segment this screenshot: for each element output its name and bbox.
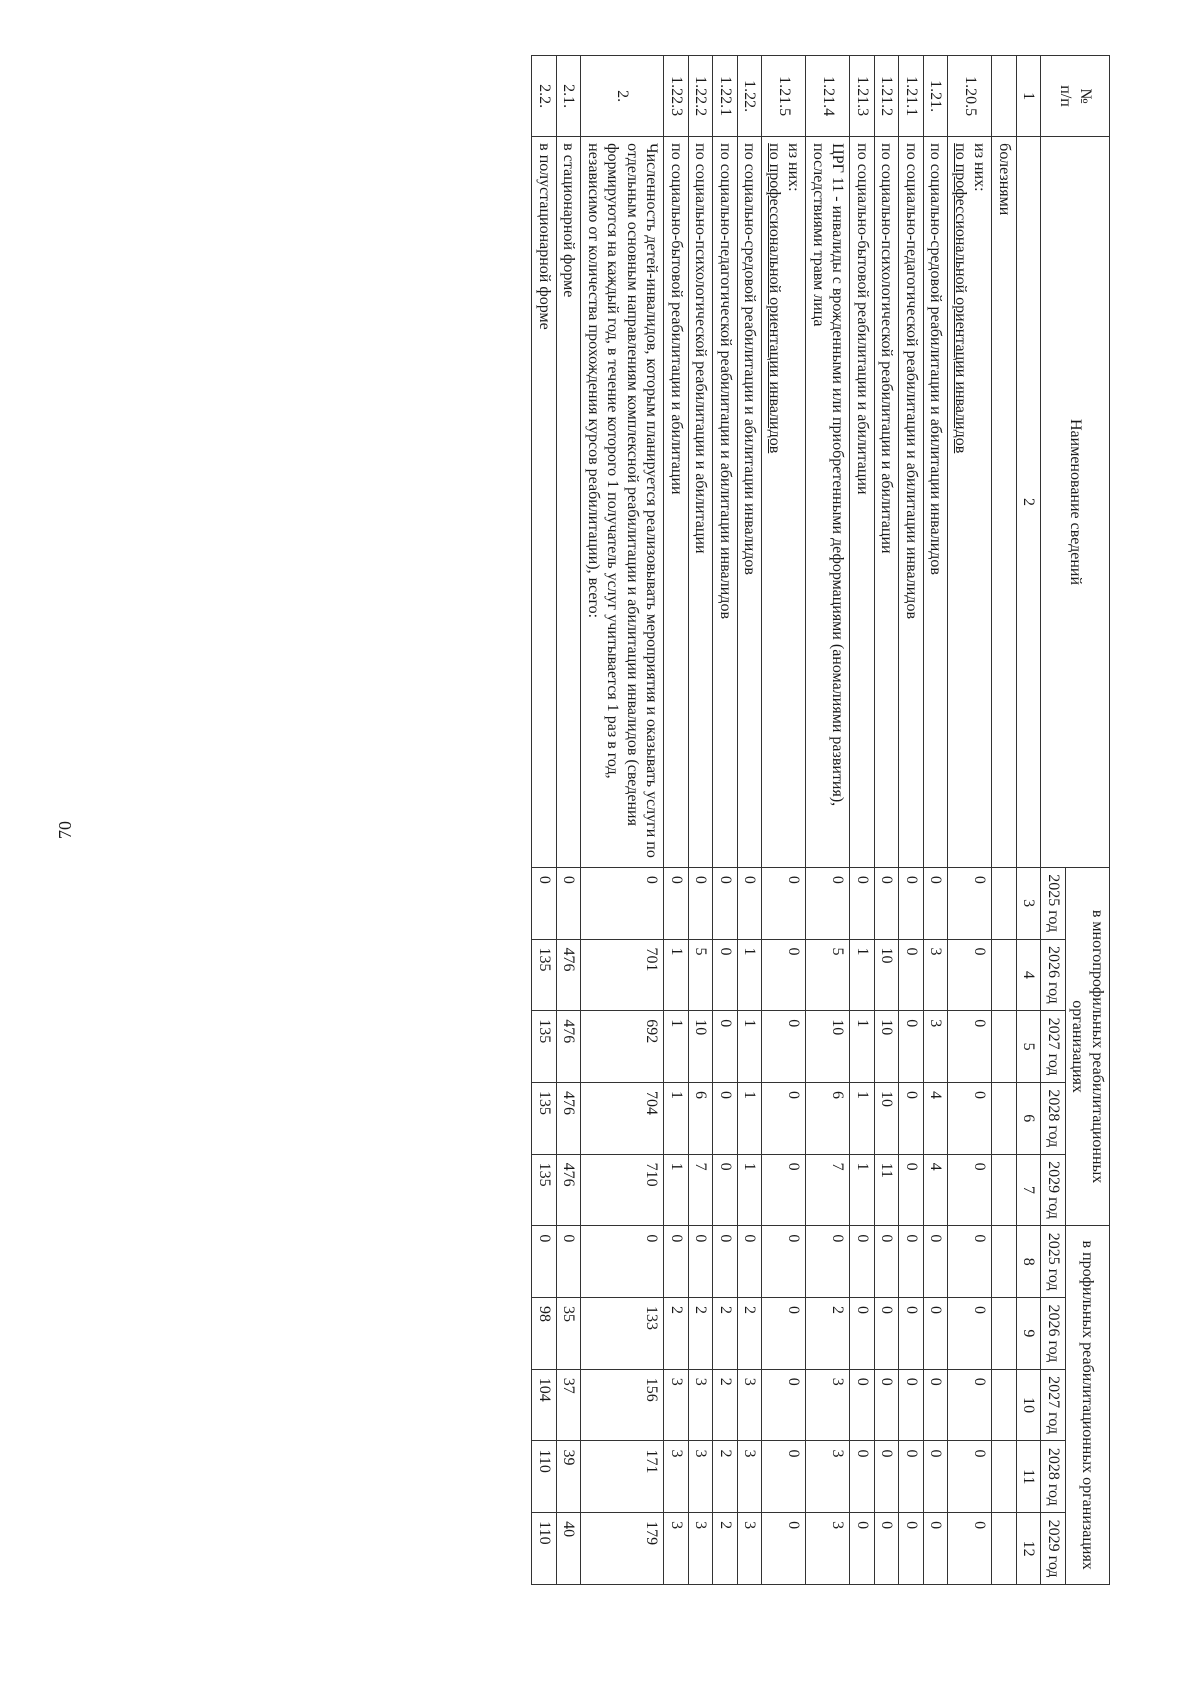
column-number: 7: [1016, 1154, 1041, 1226]
row-name-text: по профессиональной ориентации инвалидов: [765, 143, 783, 454]
row-value: 3: [688, 1441, 713, 1513]
row-value: 0: [581, 867, 664, 939]
row-value: 104: [532, 1369, 557, 1441]
table-row: [923, 56, 948, 1585]
row-value: 0: [874, 867, 899, 939]
row-value: 110: [532, 1513, 557, 1585]
column-number: 12: [1016, 1513, 1041, 1585]
row-number: 1.20.5: [948, 56, 992, 137]
row-value: 135: [532, 939, 557, 1011]
row-name: по социально-средовой реабилитации и абилитации инвалидов: [923, 137, 948, 868]
row-value: 3: [664, 1513, 689, 1585]
row-value: 476: [556, 1082, 581, 1154]
row-value: 3: [664, 1369, 689, 1441]
table-body: [532, 56, 1017, 1585]
row-value: 0: [899, 867, 924, 939]
row-value: 1: [737, 1154, 762, 1226]
row-value: 179: [581, 1513, 664, 1585]
row-value: 11: [874, 1154, 899, 1226]
row-value: 0: [899, 939, 924, 1011]
row-value: 0: [850, 1441, 875, 1513]
row-value: 3: [806, 1369, 850, 1441]
row-name: болезнями: [992, 137, 1017, 868]
row-value: 4: [923, 1154, 948, 1226]
row-value: 0: [874, 1369, 899, 1441]
row-name-prefix: из них:: [785, 143, 803, 192]
row-name: Численность детей-инвалидов, которым планируется реализовывать мероприятия и оказывать услуги по отдельным основным направлениям комплексной реабилитации и абилитации инвалидов (сведения формируются на каждый год, в течение которого 1 получатель услуг учитывается 1 раз в год, независимо от количества прохождения курсов реабилитации), всего:: [581, 137, 664, 868]
row-value: 0: [762, 867, 806, 939]
row-value: 692: [581, 1011, 664, 1083]
row-value: 0: [874, 1513, 899, 1585]
row-value: [992, 1082, 1017, 1154]
row-value: 0: [664, 1226, 689, 1298]
header-year: 2027 год: [1041, 1369, 1066, 1441]
row-value: 0: [899, 1298, 924, 1370]
row-value: 2: [664, 1298, 689, 1370]
column-number: 6: [1016, 1082, 1041, 1154]
row-value: 3: [688, 1369, 713, 1441]
header-year: 2025 год: [1041, 1226, 1066, 1298]
table-row: [532, 56, 557, 1585]
row-name: по социально-бытовой реабилитации и абилитации: [850, 137, 875, 868]
row-value: 0: [899, 1082, 924, 1154]
row-value: 40: [556, 1513, 581, 1585]
row-name: по социально-педагогической реабилитации и абилитации инвалидов: [899, 137, 924, 868]
row-value: 0: [899, 1011, 924, 1083]
row-value: 0: [762, 1298, 806, 1370]
header-year: 2028 год: [1041, 1441, 1066, 1513]
table-row: [850, 56, 875, 1585]
row-value: 0: [556, 1226, 581, 1298]
row-name: по социально-бытовой реабилитации и абилитации: [664, 137, 689, 868]
row-value: 3: [737, 1441, 762, 1513]
row-value: 1: [850, 1082, 875, 1154]
row-value: 0: [948, 867, 992, 939]
row-value: 0: [948, 1441, 992, 1513]
row-value: [992, 1513, 1017, 1585]
page-number: 70: [55, 821, 75, 839]
row-name: [762, 137, 806, 868]
row-value: 0: [948, 939, 992, 1011]
header-year: 2026 год: [1041, 1298, 1066, 1370]
row-value: 0: [737, 867, 762, 939]
row-name: по социально-педагогической реабилитации и абилитации инвалидов: [713, 137, 738, 868]
table-row: [664, 56, 689, 1585]
row-value: 0: [556, 867, 581, 939]
table-row: [688, 56, 713, 1585]
row-name: по социально-психологической реабилитации и абилитации: [874, 137, 899, 868]
row-number: 2.1.: [556, 56, 581, 137]
row-value: 0: [713, 1011, 738, 1083]
row-number: [992, 56, 1017, 137]
row-value: 1: [850, 1154, 875, 1226]
row-value: 2: [806, 1298, 850, 1370]
row-value: 3: [806, 1441, 850, 1513]
column-number: 8: [1016, 1226, 1041, 1298]
row-value: 3: [923, 1011, 948, 1083]
row-value: 1: [737, 1082, 762, 1154]
row-value: 0: [762, 1082, 806, 1154]
row-value: 7: [688, 1154, 713, 1226]
row-value: 0: [948, 1082, 992, 1154]
table-row: [948, 56, 992, 1585]
row-value: 0: [850, 1226, 875, 1298]
column-number: 5: [1016, 1011, 1041, 1083]
row-number: 1.21.5: [762, 56, 806, 137]
row-value: 0: [806, 1226, 850, 1298]
header-year: 2028 год: [1041, 1082, 1066, 1154]
row-value: 0: [762, 1369, 806, 1441]
row-value: 0: [850, 1369, 875, 1441]
row-value: 0: [850, 1513, 875, 1585]
row-value: 98: [532, 1298, 557, 1370]
row-value: 0: [532, 1226, 557, 1298]
row-value: 1: [664, 1082, 689, 1154]
row-value: 704: [581, 1082, 664, 1154]
row-value: [992, 1154, 1017, 1226]
row-value: 476: [556, 1154, 581, 1226]
row-value: 0: [713, 939, 738, 1011]
row-value: 0: [899, 1441, 924, 1513]
row-value: 2: [688, 1298, 713, 1370]
row-value: 0: [923, 1513, 948, 1585]
table-row: [556, 56, 581, 1585]
rotated-table-sheet: [120, 55, 1110, 1585]
row-value: 476: [556, 939, 581, 1011]
row-value: [992, 1226, 1017, 1298]
header-year: 2026 год: [1041, 939, 1066, 1011]
row-value: 2: [713, 1369, 738, 1441]
row-value: 0: [899, 1154, 924, 1226]
row-value: 2: [713, 1513, 738, 1585]
table-row: [713, 56, 738, 1585]
row-value: 110: [532, 1441, 557, 1513]
table-row: [992, 56, 1017, 1585]
row-value: 0: [581, 1226, 664, 1298]
row-number: 1.22.1: [713, 56, 738, 137]
column-number: 11: [1016, 1441, 1041, 1513]
row-value: 171: [581, 1441, 664, 1513]
row-name: [948, 137, 992, 868]
table-row: [762, 56, 806, 1585]
header-year: 2027 год: [1041, 1011, 1066, 1083]
row-value: 133: [581, 1298, 664, 1370]
row-value: 0: [874, 1226, 899, 1298]
row-value: 0: [874, 1298, 899, 1370]
row-value: 701: [581, 939, 664, 1011]
row-value: 135: [532, 1082, 557, 1154]
table-row: [874, 56, 899, 1585]
row-value: [992, 1298, 1017, 1370]
row-value: 2: [737, 1298, 762, 1370]
row-value: 0: [762, 939, 806, 1011]
row-value: 5: [688, 939, 713, 1011]
row-value: 0: [923, 1298, 948, 1370]
row-value: 135: [532, 1154, 557, 1226]
row-value: 1: [737, 939, 762, 1011]
row-value: 4: [923, 1082, 948, 1154]
row-value: 10: [688, 1011, 713, 1083]
row-value: 0: [923, 867, 948, 939]
row-name: ЦРГ 11 - инвалиды с врожденными или приобретенными деформациями (аномалиями развития), последствиями травм лица: [806, 137, 850, 868]
row-value: 0: [948, 1011, 992, 1083]
row-number: 2.: [581, 56, 664, 137]
row-value: 0: [948, 1513, 992, 1585]
row-value: 1: [664, 1011, 689, 1083]
column-number: 1: [1016, 56, 1041, 137]
header-no: № п/п: [1041, 56, 1110, 137]
row-value: 2: [713, 1298, 738, 1370]
header-name: Наименование сведений: [1041, 137, 1110, 868]
row-name-text: по профессиональной ориентации инвалидов: [951, 143, 969, 454]
row-value: 1: [664, 939, 689, 1011]
column-number: 2: [1016, 137, 1041, 868]
row-value: 10: [806, 1011, 850, 1083]
row-value: 1: [850, 939, 875, 1011]
row-value: 0: [762, 1226, 806, 1298]
row-value: 3: [688, 1513, 713, 1585]
row-value: 0: [850, 867, 875, 939]
row-value: 0: [923, 1369, 948, 1441]
table-row: [806, 56, 850, 1585]
table-row: [899, 56, 924, 1585]
row-value: 0: [762, 1441, 806, 1513]
row-value: 0: [762, 1154, 806, 1226]
row-value: 0: [874, 1441, 899, 1513]
row-value: 0: [762, 1011, 806, 1083]
header-year: 2025 год: [1041, 867, 1066, 939]
row-value: 0: [948, 1298, 992, 1370]
rehabilitation-table: [531, 55, 1110, 1585]
row-value: 10: [874, 939, 899, 1011]
row-value: 37: [556, 1369, 581, 1441]
row-value: 35: [556, 1298, 581, 1370]
row-value: 0: [806, 867, 850, 939]
row-value: 6: [688, 1082, 713, 1154]
table-row: [737, 56, 762, 1585]
row-value: 0: [737, 1226, 762, 1298]
row-value: 3: [806, 1513, 850, 1585]
row-value: 0: [713, 1154, 738, 1226]
header-group-profile: в профильных реабилитационных организациях: [1065, 1226, 1109, 1585]
row-value: 2: [713, 1441, 738, 1513]
column-number-row: [1016, 56, 1041, 1585]
header-group-multi: в многопрофильных реабилитационных организациях: [1065, 867, 1109, 1226]
row-value: 0: [923, 1441, 948, 1513]
row-number: 1.22.: [737, 56, 762, 137]
column-number: 9: [1016, 1298, 1041, 1370]
row-value: 0: [948, 1154, 992, 1226]
header-year: 2029 год: [1041, 1513, 1066, 1585]
row-name: по социально-психологической реабилитации и абилитации: [688, 137, 713, 868]
row-value: 710: [581, 1154, 664, 1226]
row-value: 0: [713, 867, 738, 939]
row-value: 3: [737, 1513, 762, 1585]
row-value: 6: [806, 1082, 850, 1154]
row-value: 10: [874, 1011, 899, 1083]
row-value: 0: [899, 1226, 924, 1298]
row-value: 0: [899, 1369, 924, 1441]
row-value: 39: [556, 1441, 581, 1513]
row-value: 0: [899, 1513, 924, 1585]
row-value: 10: [874, 1082, 899, 1154]
row-number: 1.21.: [923, 56, 948, 137]
table-header: [1016, 56, 1109, 1585]
row-value: [992, 1369, 1017, 1441]
row-value: 476: [556, 1011, 581, 1083]
row-value: 3: [737, 1369, 762, 1441]
row-value: 0: [713, 1226, 738, 1298]
row-value: 0: [948, 1226, 992, 1298]
row-value: 3: [664, 1441, 689, 1513]
row-value: 0: [762, 1513, 806, 1585]
row-value: 0: [688, 1226, 713, 1298]
row-number: 1.21.1: [899, 56, 924, 137]
row-value: 0: [850, 1298, 875, 1370]
row-number: 1.21.4: [806, 56, 850, 137]
row-name: в стационарной форме: [556, 137, 581, 868]
row-value: 156: [581, 1369, 664, 1441]
row-number: 2.2.: [532, 56, 557, 137]
row-value: [992, 1441, 1017, 1513]
row-value: 3: [923, 939, 948, 1011]
row-value: 0: [664, 867, 689, 939]
row-value: 0: [688, 867, 713, 939]
row-number: 1.22.3: [664, 56, 689, 137]
row-value: 0: [713, 1082, 738, 1154]
row-value: 1: [737, 1011, 762, 1083]
row-value: 135: [532, 1011, 557, 1083]
row-value: 5: [806, 939, 850, 1011]
row-number: 1.21.3: [850, 56, 875, 137]
row-number: 1.21.2: [874, 56, 899, 137]
column-number: 10: [1016, 1369, 1041, 1441]
column-number: 3: [1016, 867, 1041, 939]
row-value: 0: [948, 1369, 992, 1441]
row-name: по социально-средовой реабилитации и абилитации инвалидов: [737, 137, 762, 868]
column-number: 4: [1016, 939, 1041, 1011]
table-row: [581, 56, 664, 1585]
row-name: в полустационарной форме: [532, 137, 557, 868]
row-value: [992, 1011, 1017, 1083]
row-value: 0: [532, 867, 557, 939]
row-value: 1: [850, 1011, 875, 1083]
row-value: [992, 939, 1017, 1011]
row-value: 1: [664, 1154, 689, 1226]
row-value: [992, 867, 1017, 939]
row-number: 1.22.2: [688, 56, 713, 137]
header-year: 2029 год: [1041, 1154, 1066, 1226]
row-name-prefix: из них:: [971, 143, 989, 192]
row-value: 7: [806, 1154, 850, 1226]
row-value: 0: [923, 1226, 948, 1298]
